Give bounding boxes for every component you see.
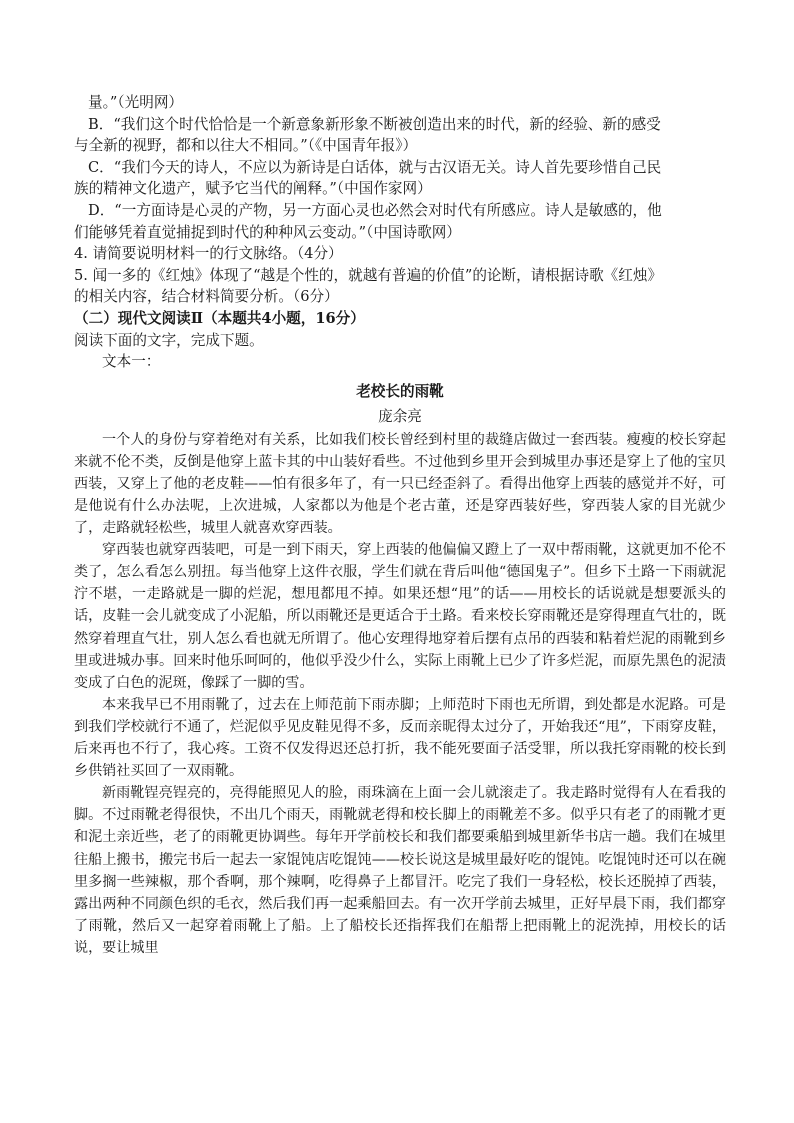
option-d-line-2: 们能够凭着直觉捕捉到时代的种种风云变动。”（中国诗歌网） bbox=[74, 223, 461, 241]
story-paragraph: 新雨靴锃亮锃亮的，亮得能照见人的脸，雨珠滴在上面一会儿就滚走了。我走路时觉得有人在看我的脚。不过雨靴老得很快，不出几个雨天，雨靴就老得和校长脚上的雨靴差不多。似乎只有老了的雨靴才更和泥土亲近些，老了的雨靴更协调些。每年开学前校长和我们都要乘船到城里新华书店一趟。我们在城里往船上搬书，搬完书后一起去一家馄饨店吃馄饨——校长说这是城里最好吃的馄饨。吃馄饨时还可以在碗里多搁一些辣椒，那个香啊，那个辣啊，吃得鼻子上都冒汗。吃完了我们一身轻松，校长还脱掉了西装，露出两种不同颜色织的毛衣，然后我们再一起乘船回去。有一次开学前去城里，正好早晨下雨，我们都穿了雨靴，然后又一起穿着雨靴上了船。上了船校长还指挥我们在船帮上把雨靴上的泥洗掉，用校长的话说，要让城里 bbox=[74, 785, 726, 956]
exam-page bbox=[74, 92, 726, 959]
option-b-line-1: B．“我们这个时代恰恰是一个新意象新形象不断被创造出来的时代，新的经验、新的感受 bbox=[88, 115, 661, 133]
story-paragraph: 本来我早已不用雨靴了，过去在上师范前下雨赤脚；上师范时下雨也无所谓，到处都是水泥路。可是到我们学校就行不通了，烂泥似乎见皮鞋见得不多，反而亲昵得太过分了，开始我还“甩”，下雨穿皮鞋，后来再也不行了，我心疼。工资不仅发得迟还总打折，我不能死要面子活受罪，所以我托穿雨靴的校长到乡供销社买回了一双雨靴。 bbox=[74, 696, 726, 780]
question-5-line-1: 5. 闻一多的《红烛》体现了“越是个性的，就越有普遍的价值”的论断，请根据诗歌《红烛》 bbox=[74, 266, 663, 284]
story-body bbox=[74, 429, 726, 959]
story-author: 庞余亮 bbox=[378, 407, 422, 425]
story-paragraph: 一个人的身份与穿着绝对有关系，比如我们校长曾经到村里的裁缝店做过一套西装。瘦瘦的校长穿起来就不伦不类，反倒是他穿上蓝卡其的中山装好看些。不过他到乡里开会到城里办事还是穿上了他的宝贝西装，又穿上了他的老皮鞋——怕有很多年了，有一只已经歪斜了。看得出他穿上西装的感觉并不好，可是他说有什么办法呢，上次进城，人家都以为他是个老古董，还是穿西装好些，穿西装人家的目光就少了，走路就轻松些，城里人就喜欢穿西装。 bbox=[74, 431, 726, 537]
text-label: 文本一： bbox=[102, 353, 161, 371]
option-a-tail: 量。”（光明网） bbox=[88, 94, 184, 111]
reading-instruction: 阅读下面的文字，完成下题。 bbox=[74, 331, 264, 349]
option-c-line-1: C．“我们今天的诗人，不应以为新诗是白话体，就与古汉语无关。诗人首先要珍惜自己民 bbox=[88, 158, 662, 176]
story-paragraph: 穿西装也就穿西装吧，可是一到下雨天，穿上西装的他偏偏又蹬上了一双中帮雨靴，这就更加不伦不类了，怎么看怎么别扭。每当他穿上这件衣服，学生们就在背后叫他“德国鬼子”。但乡下土路一下雨就泥泞不堪，一走路就是一脚的烂泥，想甩都甩不掉。如果还想“甩”的话——用校长的话说就是想要派头的话，皮鞋一会儿就变成了小泥船，所以雨靴还是更适合于土路。看来校长穿雨靴还是穿得理直气壮的，既然穿着理直气壮，别人怎么看也就无所谓了。他心安理得地穿着后摆有点吊的西装和粘着烂泥的雨靴到乡里或进城办事。回来时他乐呵呵的，他似乎没少什么，实际上雨靴上已少了许多烂泥，而原先黑色的泥渍变成了白色的泥斑，像踩了一脚的雪。 bbox=[74, 542, 726, 691]
option-d-line-1: D．“一方面诗是心灵的产物，另一方面心灵也必然会对时代有所感应。诗人是敏感的，他 bbox=[88, 201, 662, 219]
section-heading: （二）现代文阅读Ⅱ（本题共4小题，16分） bbox=[74, 309, 365, 327]
question-4: 4. 请简要说明材料一的行文脉络。（4分） bbox=[74, 245, 343, 263]
story-title: 老校长的雨靴 bbox=[356, 382, 444, 400]
option-c-line-2: 族的精神文化遗产，赋予它当代的阐释。”（中国作家网） bbox=[74, 180, 432, 198]
option-b-line-2: 与全新的视野，都和以往大不相同。”（《中国青年报》） bbox=[74, 137, 418, 155]
question-5-line-2: 的相关内容，结合材料简要分析。（6分） bbox=[74, 288, 339, 306]
